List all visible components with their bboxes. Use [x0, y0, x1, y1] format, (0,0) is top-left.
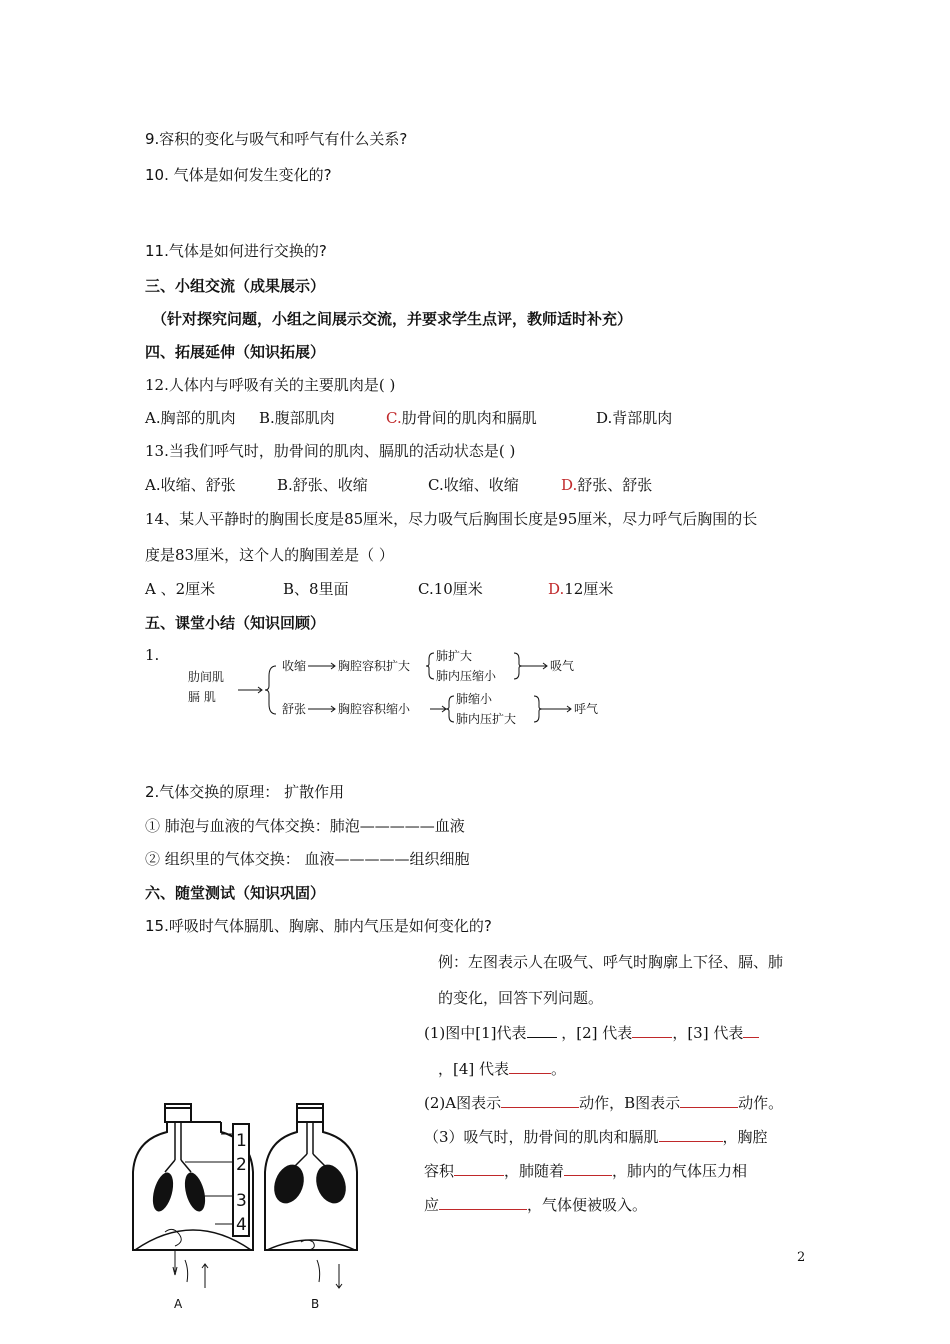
q14-option-d-text: 12厘米: [564, 580, 614, 598]
question-14-stem-line2: 度是83厘米，这个人的胸围差是（ ）: [145, 546, 394, 564]
page-number: 2: [797, 1250, 806, 1265]
muscle-diaphragm: 膈 肌: [188, 690, 216, 704]
p5-text-a: 应: [424, 1196, 440, 1214]
p3-text-a: （3）吸气时，肋骨间的肌肉和膈肌: [424, 1128, 659, 1146]
relax-label: 舒张: [282, 702, 307, 716]
question-12-stem: 12.人体内与呼吸有关的主要肌肉是( ): [145, 376, 396, 394]
jar-a-label: A: [174, 1297, 183, 1311]
pressure-low-label: 肺内压缩小: [436, 669, 497, 683]
exchange-item-1: ① 肺泡与血液的气体交换：肺泡—————血液: [145, 817, 465, 835]
pressure-high-label: 肺内压扩大: [456, 712, 517, 726]
muscle-intercostal: 肋间肌: [188, 670, 225, 684]
blank-8[interactable]: [454, 1161, 504, 1176]
p2-text-b: 动作，B图表示: [579, 1094, 681, 1112]
q12-option-c: [386, 407, 537, 428]
bell-jar-figure: [125, 1092, 365, 1320]
figure-label-1: 1: [236, 1131, 247, 1151]
question-9: 9.容积的变化与吸气和呼气有什么关系?: [145, 130, 408, 148]
jar-a-right-lung: [181, 1170, 209, 1213]
jar-b-left-lung: [269, 1160, 309, 1207]
contract-result: 胸腔容积扩大: [338, 659, 411, 673]
p4-text-a: 容积: [424, 1162, 455, 1180]
example-part-3-line2: [424, 1160, 747, 1181]
p1-text-d: ，[4] 代表: [438, 1060, 510, 1078]
relax-result: 胸腔容积缩小: [338, 702, 411, 716]
q13-answer-mark: D.: [561, 476, 578, 494]
question-14-stem-line1: 14、某人平静时的胸围长度是85厘米，尽力吸气后胸围长度是95厘米，尽力呼气后胸围的长: [145, 510, 758, 528]
jar-a-stopper: [165, 1104, 191, 1122]
jar-b-stopper: [297, 1104, 323, 1122]
example-line-1: 例：左图表示人在吸气、呼气时胸廓上下径、膈、肺: [438, 953, 784, 971]
example-part-1-cont: [438, 1058, 566, 1079]
p1-text-end: 。: [551, 1060, 567, 1078]
lung-shrink-label: 肺缩小: [456, 692, 493, 706]
figure-label-3: 3: [236, 1191, 247, 1211]
example-part-3: [424, 1126, 768, 1147]
q13-option-c: C.收缩、收缩: [428, 476, 519, 494]
example-line-2: 的变化，回答下列问题。: [438, 989, 604, 1007]
blank-1[interactable]: [527, 1023, 557, 1038]
exchange-item-2: ② 组织里的气体交换： 血液—————组织细胞: [145, 850, 470, 868]
section-6-title: 六、随堂测试（知识巩固）: [145, 884, 326, 902]
example-part-3-line3: [424, 1194, 647, 1215]
p3-text-b: ，胸腔: [722, 1128, 768, 1146]
q14-option-d: [548, 578, 613, 599]
example-part-2: [424, 1092, 783, 1113]
q12-option-b: B.腹部肌肉: [259, 409, 335, 427]
contract-label: 收缩: [282, 659, 307, 673]
summary-number: 1.: [145, 646, 160, 664]
jar-b-right-lung: [311, 1160, 351, 1207]
breathing-summary-diagram: [180, 648, 620, 730]
blank-4[interactable]: [509, 1059, 551, 1074]
q14-option-b: B、8里面: [283, 580, 349, 598]
q13-option-d-text: 舒张、舒张: [577, 476, 653, 494]
q13-option-b: B.舒张、收缩: [277, 476, 368, 494]
exchange-principle: 2.气体交换的原理： 扩散作用: [145, 783, 345, 801]
example-part-1: [424, 1022, 759, 1043]
q14-answer-mark: D.: [548, 580, 565, 598]
section-3-title: 三、小组交流（成果展示）: [145, 277, 326, 295]
p5-text-b: ，气体便被吸入。: [527, 1196, 648, 1214]
figure-label-4: 4: [236, 1215, 247, 1235]
q12-answer-mark: C.: [386, 409, 402, 427]
p1-text-a: (1)图中[1]代表: [424, 1024, 527, 1042]
q13-option-d: [561, 474, 652, 495]
jar-b-label: B: [311, 1297, 320, 1311]
q14-option-c: C.10厘米: [418, 580, 483, 598]
section-3-note: （针对探究问题，小组之间展示交流，并要求学生点评，教师适时补充）: [152, 310, 633, 328]
question-10: 10. 气体是如何发生变化的?: [145, 166, 332, 184]
section-4-title: 四、拓展延伸（知识拓展）: [145, 343, 326, 361]
blank-5[interactable]: [501, 1093, 579, 1108]
jar-a-left-lung: [149, 1170, 177, 1213]
blank-6[interactable]: [680, 1093, 738, 1108]
q12-option-c-text: 肋骨间的肌肉和膈肌: [401, 409, 537, 427]
p4-text-b: ，肺随着: [504, 1162, 565, 1180]
blank-9[interactable]: [564, 1161, 612, 1176]
blank-2[interactable]: [632, 1023, 672, 1038]
question-15: 15.呼吸时气体膈肌、胸廓、肺内气压是如何变化的?: [145, 917, 492, 935]
q13-option-a: A.收缩、舒张: [145, 476, 236, 494]
question-11: 11.气体是如何进行交换的?: [145, 242, 327, 260]
blank-10[interactable]: [439, 1195, 527, 1210]
p1-text-b: ，[2] 代表: [561, 1024, 633, 1042]
p1-text-c: ，[3] 代表: [672, 1024, 744, 1042]
exhale-label: 呼气: [574, 702, 599, 716]
inhale-label: 吸气: [550, 659, 575, 673]
question-13-stem: 13.当我们呼气时，肋骨间的肌肉、膈肌的活动状态是( ): [145, 442, 516, 460]
p2-text-a: (2)A图表示: [424, 1094, 502, 1112]
q14-option-a: A 、2厘米: [145, 580, 216, 598]
lung-expand-label: 肺扩大: [436, 649, 473, 663]
p4-text-c: ，肺内的气体压力相: [612, 1162, 748, 1180]
q12-option-d: D.背部肌肉: [596, 409, 673, 427]
blank-7[interactable]: [659, 1127, 723, 1142]
section-5-title: 五、课堂小结（知识回顾）: [145, 614, 326, 632]
blank-3[interactable]: [743, 1023, 759, 1038]
q12-option-a: A.胸部的肌肉: [145, 409, 236, 427]
figure-label-2: 2: [236, 1155, 247, 1175]
p2-text-c: 动作。: [738, 1094, 784, 1112]
